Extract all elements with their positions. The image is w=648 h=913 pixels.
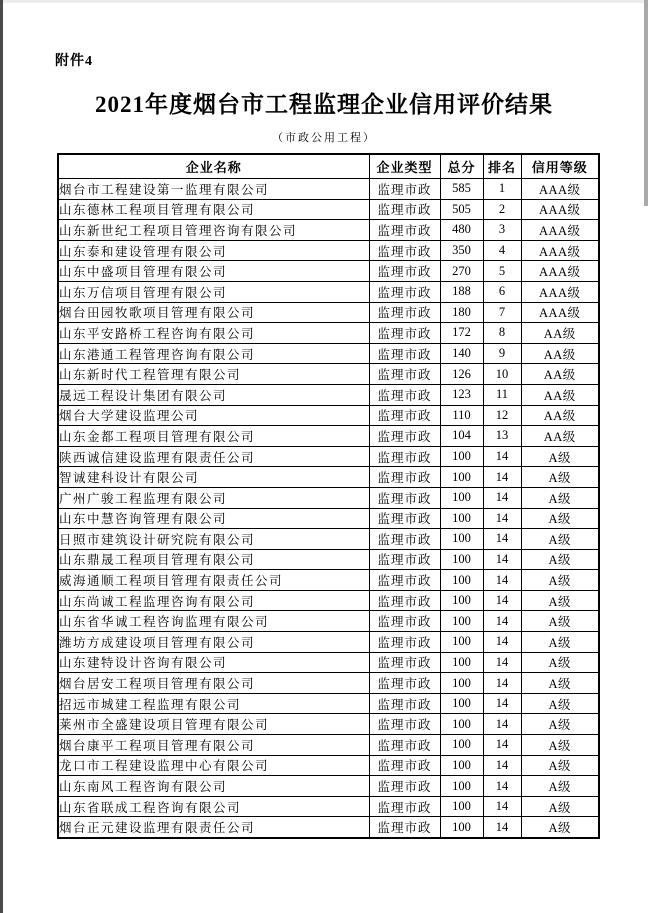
cell-type: 监理市政 [369,220,440,241]
cell-rank: 14 [483,508,521,529]
cell-score: 100 [440,487,483,508]
cell-rating: AA级 [521,426,599,447]
cell-name: 龙口市工程建设监理中心有限公司 [58,755,369,776]
cell-rating: A级 [521,652,599,673]
cell-type: 监理市政 [369,673,440,694]
table-row [58,714,599,735]
header-company-type: 企业类型 [369,154,440,179]
cell-name: 烟台康平工程项目管理有限公司 [58,735,369,756]
table-row [58,776,599,797]
cell-rank: 14 [483,590,521,611]
cell-type: 监理市政 [369,199,440,220]
cell-score: 100 [440,693,483,714]
cell-name: 山东建特设计咨询有限公司 [58,652,369,673]
cell-rank: 14 [483,632,521,653]
cell-rank: 6 [483,281,521,302]
cell-rating: A级 [521,487,599,508]
cell-name: 山东鼎晟工程项目管理有限公司 [58,549,369,570]
cell-score: 100 [440,796,483,817]
cell-rating: A级 [521,467,599,488]
cell-name: 山东万信项目管理有限公司 [58,281,369,302]
cell-name: 山东新世纪工程项目管理咨询有限公司 [58,220,369,241]
cell-type: 监理市政 [369,549,440,570]
cell-rating: A级 [521,693,599,714]
table-row [58,467,599,488]
cell-rank: 1 [483,179,521,200]
cell-score: 188 [440,281,483,302]
cell-type: 监理市政 [369,632,440,653]
cell-rank: 14 [483,673,521,694]
cell-name: 烟台田园牧歌项目管理有限公司 [58,302,369,323]
cell-score: 100 [440,632,483,653]
cell-rank: 14 [483,611,521,632]
cell-score: 172 [440,323,483,344]
table-row [58,735,599,756]
cell-type: 监理市政 [369,735,440,756]
cell-rating: AA级 [521,364,599,385]
cell-rank: 14 [483,693,521,714]
cell-name: 烟台大学建设监理公司 [58,405,369,426]
cell-type: 监理市政 [369,446,440,467]
cell-name: 潍坊方成建设项目管理有限公司 [58,632,369,653]
cell-rank: 3 [483,220,521,241]
cell-rating: A级 [521,817,599,838]
cell-rank: 8 [483,323,521,344]
cell-rating: A级 [521,446,599,467]
cell-type: 监理市政 [369,302,440,323]
table-row [58,487,599,508]
cell-rating: A级 [521,549,599,570]
cell-name: 山东泰和建设管理有限公司 [58,240,369,261]
table-row [58,570,599,591]
cell-rating: AAA级 [521,240,599,261]
page-subtitle: （市政公用工程） [272,132,376,144]
cell-name: 山东港通工程管理咨询有限公司 [58,343,369,364]
cell-rank: 2 [483,199,521,220]
cell-rank: 14 [483,735,521,756]
table-row [58,426,599,447]
cell-rating: AAA级 [521,261,599,282]
cell-name: 山东德林工程项目管理有限公司 [58,199,369,220]
cell-type: 监理市政 [369,611,440,632]
cell-type: 监理市政 [369,240,440,261]
cell-rank: 13 [483,426,521,447]
table-row [58,323,599,344]
cell-rating: A级 [521,735,599,756]
table-row [58,673,599,694]
cell-name: 山东平安路桥工程咨询有限公司 [58,323,369,344]
cell-rating: AA级 [521,343,599,364]
table-row [58,611,599,632]
cell-rating: A级 [521,714,599,735]
cell-score: 100 [440,673,483,694]
cell-rank: 7 [483,302,521,323]
table-row [58,549,599,570]
cell-rating: AA级 [521,405,599,426]
page-title: 2021年度烟台市工程监理企业信用评价结果 [95,92,553,117]
header-credit-rating: 信用等级 [521,154,599,179]
cell-rating: A级 [521,632,599,653]
cell-name: 烟台市工程建设第一监理有限公司 [58,179,369,200]
cell-name: 山东省华诚工程咨询监理有限公司 [58,611,369,632]
cell-rank: 14 [483,549,521,570]
cell-rank: 14 [483,796,521,817]
cell-name: 山东南风工程咨询有限公司 [58,776,369,797]
cell-type: 监理市政 [369,776,440,797]
cell-rating: AAA级 [521,199,599,220]
table-row [58,796,599,817]
cell-name: 陕西诚信建设监理有限责任公司 [58,446,369,467]
cell-score: 100 [440,776,483,797]
cell-name: 莱州市全盛建设项目管理有限公司 [58,714,369,735]
table-header [58,154,599,179]
cell-rating: AA级 [521,323,599,344]
cell-score: 126 [440,364,483,385]
cell-score: 123 [440,384,483,405]
cell-type: 监理市政 [369,467,440,488]
cell-name: 烟台居安工程项目管理有限公司 [58,673,369,694]
credit-rating-table [57,153,600,839]
cell-type: 监理市政 [369,487,440,508]
cell-rank: 5 [483,261,521,282]
table-row [58,302,599,323]
cell-score: 100 [440,508,483,529]
cell-rating: AAA级 [521,220,599,241]
cell-rank: 9 [483,343,521,364]
cell-rating: AAA级 [521,281,599,302]
cell-score: 140 [440,343,483,364]
cell-score: 100 [440,817,483,838]
cell-score: 100 [440,714,483,735]
cell-score: 585 [440,179,483,200]
cell-type: 监理市政 [369,652,440,673]
table-row [58,281,599,302]
cell-type: 监理市政 [369,693,440,714]
cell-type: 监理市政 [369,590,440,611]
header-company-name: 企业名称 [58,154,369,179]
cell-rank: 12 [483,405,521,426]
cell-rank: 14 [483,755,521,776]
cell-score: 100 [440,529,483,550]
cell-type: 监理市政 [369,343,440,364]
cell-name: 广州广骏工程监理有限公司 [58,487,369,508]
cell-rank: 14 [483,714,521,735]
table-row [58,199,599,220]
table-row [58,261,599,282]
cell-score: 180 [440,302,483,323]
table-body [58,179,599,839]
cell-rating: AAA级 [521,302,599,323]
cell-rank: 14 [483,570,521,591]
cell-rank: 14 [483,487,521,508]
cell-type: 监理市政 [369,405,440,426]
table-row [58,384,599,405]
table-row [58,693,599,714]
cell-score: 110 [440,405,483,426]
cell-score: 100 [440,467,483,488]
cell-rank: 4 [483,240,521,261]
cell-score: 100 [440,590,483,611]
cell-rating: A级 [521,755,599,776]
table-row [58,632,599,653]
cell-score: 100 [440,755,483,776]
cell-type: 监理市政 [369,364,440,385]
cell-name: 日照市建筑设计研究院有限公司 [58,529,369,550]
cell-score: 100 [440,652,483,673]
cell-rating: AA级 [521,384,599,405]
cell-rank: 14 [483,652,521,673]
table-row [58,590,599,611]
cell-name: 山东金都工程项目管理有限公司 [58,426,369,447]
cell-name: 山东中慧咨询管理有限公司 [58,508,369,529]
cell-rating: A级 [521,590,599,611]
cell-score: 100 [440,446,483,467]
attachment-label: 附件4 [55,54,93,69]
cell-name: 山东省联成工程咨询有限公司 [58,796,369,817]
cell-score: 100 [440,549,483,570]
cell-rank: 11 [483,384,521,405]
cell-score: 100 [440,570,483,591]
header-rank: 排名 [483,154,521,179]
cell-rank: 14 [483,446,521,467]
cell-score: 480 [440,220,483,241]
cell-score: 350 [440,240,483,261]
cell-type: 监理市政 [369,570,440,591]
cell-rating: A级 [521,611,599,632]
cell-type: 监理市政 [369,323,440,344]
cell-type: 监理市政 [369,714,440,735]
table-row [58,755,599,776]
cell-rank: 14 [483,529,521,550]
cell-type: 监理市政 [369,281,440,302]
cell-rating: A级 [521,508,599,529]
cell-score: 104 [440,426,483,447]
table-row [58,364,599,385]
table-header-row [58,154,599,179]
table-row [58,405,599,426]
cell-type: 监理市政 [369,179,440,200]
cell-type: 监理市政 [369,426,440,447]
cell-type: 监理市政 [369,261,440,282]
cell-rating: A级 [521,529,599,550]
table-row [58,529,599,550]
table-row [58,817,599,838]
table-row [58,652,599,673]
header-total-score: 总分 [440,154,483,179]
cell-score: 270 [440,261,483,282]
cell-rating: A级 [521,796,599,817]
table-row [58,240,599,261]
cell-name: 威海通顺工程项目管理有限责任公司 [58,570,369,591]
table-row [58,220,599,241]
scan-edge-top [0,0,648,3]
cell-name: 烟台正元建设监理有限责任公司 [58,817,369,838]
cell-name: 招远市城建工程监理有限公司 [58,693,369,714]
cell-name: 山东中盛项目管理有限公司 [58,261,369,282]
cell-name: 晟远工程设计集团有限公司 [58,384,369,405]
cell-type: 监理市政 [369,755,440,776]
cell-rank: 14 [483,776,521,797]
cell-type: 监理市政 [369,817,440,838]
cell-rating: AAA级 [521,179,599,200]
cell-rank: 10 [483,364,521,385]
cell-name: 山东新时代工程管理有限公司 [58,364,369,385]
cell-rating: A级 [521,570,599,591]
table-row [58,446,599,467]
cell-type: 监理市政 [369,384,440,405]
cell-name: 山东尚诚工程监理咨询有限公司 [58,590,369,611]
cell-type: 监理市政 [369,796,440,817]
cell-rank: 14 [483,817,521,838]
table-row [58,508,599,529]
cell-rating: A级 [521,673,599,694]
cell-type: 监理市政 [369,529,440,550]
cell-score: 100 [440,611,483,632]
table-row [58,179,599,200]
cell-score: 100 [440,735,483,756]
cell-type: 监理市政 [369,508,440,529]
cell-rating: A级 [521,776,599,797]
cell-rank: 14 [483,467,521,488]
cell-score: 505 [440,199,483,220]
cell-name: 智诚建科设计有限公司 [58,467,369,488]
table-row [58,343,599,364]
